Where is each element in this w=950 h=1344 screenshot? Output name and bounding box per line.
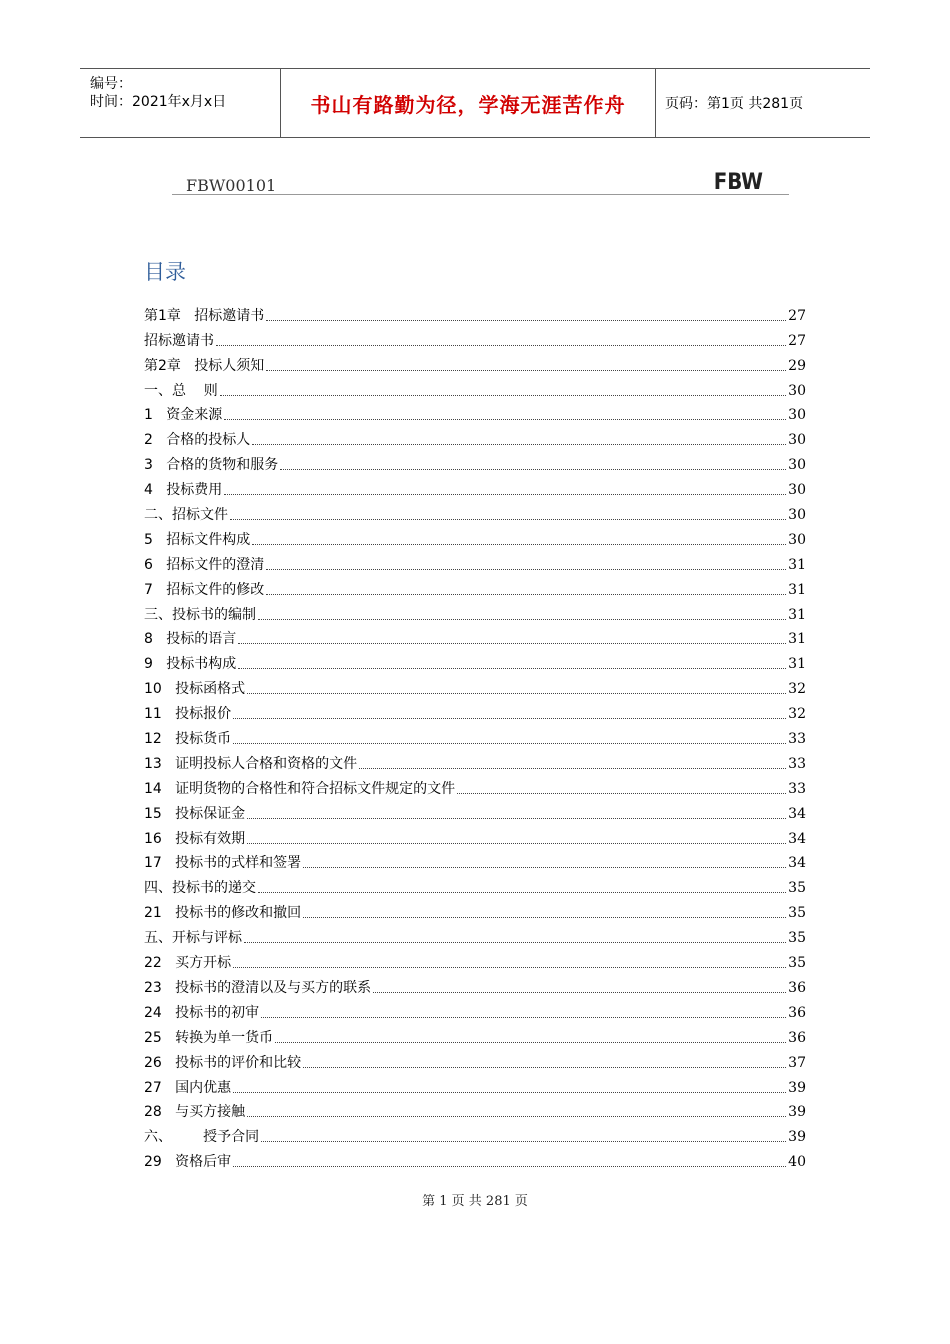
- toc-entry-page: 39: [788, 1104, 806, 1121]
- toc-entry-page: 30: [788, 457, 806, 474]
- toc-entry-label: 1 资金来源: [144, 407, 223, 424]
- toc-entry[interactable]: [144, 1097, 806, 1122]
- toc-entry[interactable]: [144, 773, 806, 798]
- toc-entry-label: 12 投标货币: [144, 731, 232, 748]
- toc-entry-label: 3 合格的货物和服务: [144, 457, 279, 474]
- toc-dot-leader: [303, 916, 786, 918]
- toc-entry-page: 30: [788, 482, 806, 499]
- toc-entry-page: 37: [788, 1054, 806, 1071]
- toc-dot-leader: [252, 443, 786, 445]
- toc-entry-label: 9 投标书构成: [144, 656, 237, 673]
- page-footer: 第 1 页 共 281 页: [422, 1194, 528, 1209]
- toc-entry-page: 30: [788, 432, 806, 449]
- toc-entry-page: 30: [788, 531, 806, 548]
- toc-dot-leader: [266, 369, 786, 371]
- toc-entry-page: 36: [788, 1029, 806, 1046]
- toc-dot-leader: [261, 1140, 786, 1142]
- toc-entry-page: 34: [788, 805, 806, 822]
- toc-dot-leader: [258, 891, 786, 893]
- document-code-label: 编号：: [90, 76, 132, 92]
- toc-entry-label: 27 国内优惠: [144, 1079, 232, 1096]
- toc-entry[interactable]: [144, 823, 806, 848]
- toc-dot-leader: [247, 817, 786, 819]
- toc-dot-leader: [233, 742, 786, 744]
- toc-dot-leader: [247, 842, 786, 844]
- toc-dot-leader: [280, 468, 786, 470]
- toc-dot-leader: [216, 344, 786, 346]
- header-page-code: 页码：第1页 共281页: [665, 96, 804, 112]
- toc-dot-leader: [233, 717, 786, 719]
- toc-entry-label: 10 投标函格式: [144, 681, 246, 698]
- toc-dot-leader: [247, 692, 786, 694]
- toc-dot-leader: [244, 941, 786, 943]
- toc-entry-label: 招标邀请书: [144, 332, 214, 349]
- toc-entry-label: 三、投标书的编制: [144, 606, 256, 623]
- toc-entry-page: 33: [788, 755, 806, 772]
- toc-entry-page: 31: [788, 631, 806, 648]
- toc-entry-label: 8 投标的语言: [144, 631, 237, 648]
- toc-entry-label: 29 资格后审: [144, 1154, 232, 1171]
- toc-entry[interactable]: [144, 848, 806, 873]
- toc-entry-page: 30: [788, 407, 806, 424]
- header-right-cell: [655, 69, 870, 137]
- toc-entry[interactable]: [144, 723, 806, 748]
- toc-entry-label: 11 投标报价: [144, 706, 232, 723]
- toc-entry[interactable]: [144, 549, 806, 574]
- toc-entry-page: 32: [788, 681, 806, 698]
- toc-entry-label: 28 与买方接触: [144, 1104, 246, 1121]
- toc-entry[interactable]: [144, 1072, 806, 1097]
- toc-dot-leader: [303, 866, 786, 868]
- toc-dot-leader: [220, 394, 786, 396]
- toc-entry[interactable]: [144, 325, 806, 350]
- toc-entry-page: 34: [788, 855, 806, 872]
- toc-entry-page: 31: [788, 656, 806, 673]
- toc-entry[interactable]: [144, 400, 806, 425]
- toc-entry-label: 一、总 则: [144, 382, 218, 399]
- toc-entry-page: 29: [788, 357, 806, 374]
- toc-entry[interactable]: [144, 947, 806, 972]
- toc-dot-leader: [275, 1041, 786, 1043]
- toc-entry-label: 22 买方开标: [144, 955, 232, 972]
- toc-entry[interactable]: [144, 997, 806, 1022]
- document-code: FBW00101: [186, 176, 277, 195]
- toc-entry-page: 31: [788, 581, 806, 598]
- toc-entry[interactable]: [144, 1146, 806, 1171]
- toc-entry-page: 35: [788, 930, 806, 947]
- toc-entry[interactable]: [144, 424, 806, 449]
- toc-entry-label: 21 投标书的修改和撤回: [144, 905, 302, 922]
- toc-dot-leader: [258, 618, 786, 620]
- document-tag: FBW: [713, 170, 763, 195]
- toc-entry-label: 六、 授予合同: [144, 1129, 260, 1146]
- toc-entry-page: 30: [788, 507, 806, 524]
- toc-title: 目录: [144, 260, 186, 284]
- toc-entry-label: 16 投标有效期: [144, 830, 246, 847]
- page-header: [80, 68, 870, 138]
- toc-entry-page: 33: [788, 731, 806, 748]
- toc-entry-label: 二、招标文件: [144, 507, 228, 524]
- toc-entry[interactable]: [144, 574, 806, 599]
- toc-entry[interactable]: [144, 375, 806, 400]
- toc-dot-leader: [457, 792, 786, 794]
- toc-dot-leader: [247, 1115, 786, 1117]
- toc-dot-leader: [233, 1091, 786, 1093]
- document-date: 时间：2021年x月x日: [90, 94, 227, 110]
- toc-dot-leader: [261, 1016, 786, 1018]
- toc-entry[interactable]: [144, 872, 806, 897]
- toc-list: [144, 300, 806, 1171]
- toc-entry[interactable]: [144, 499, 806, 524]
- toc-entry[interactable]: [144, 1022, 806, 1047]
- header-motto: 书山有路勤为径，学海无涯苦作舟: [310, 92, 626, 117]
- toc-entry-label: 24 投标书的初审: [144, 1004, 260, 1021]
- toc-entry-label: 23 投标书的澄清以及与买方的联系: [144, 979, 372, 996]
- toc-entry[interactable]: [144, 300, 806, 325]
- toc-entry-label: 7 招标文件的修改: [144, 581, 265, 598]
- toc-dot-leader: [266, 593, 786, 595]
- toc-entry-page: 31: [788, 606, 806, 623]
- toc-entry[interactable]: [144, 624, 806, 649]
- toc-dot-leader: [238, 667, 786, 669]
- toc-entry-page: 35: [788, 880, 806, 897]
- toc-dot-leader: [230, 518, 786, 520]
- toc-entry-page: 36: [788, 1004, 806, 1021]
- toc-entry[interactable]: [144, 673, 806, 698]
- toc-entry-page: 30: [788, 382, 806, 399]
- toc-entry-label: 五、开标与评标: [144, 930, 242, 947]
- toc-entry-label: 26 投标书的评价和比较: [144, 1054, 302, 1071]
- toc-dot-leader: [359, 767, 786, 769]
- toc-entry[interactable]: [144, 922, 806, 947]
- toc-dot-leader: [224, 418, 786, 420]
- header-middle-cell: [280, 69, 656, 137]
- toc-dot-leader: [224, 493, 786, 495]
- toc-entry-page: 27: [788, 307, 806, 324]
- toc-entry[interactable]: [144, 798, 806, 823]
- toc-entry-page: 39: [788, 1129, 806, 1146]
- toc-entry[interactable]: [144, 1047, 806, 1072]
- toc-entry[interactable]: [144, 748, 806, 773]
- toc-entry[interactable]: [144, 972, 806, 997]
- toc-entry-page: 34: [788, 830, 806, 847]
- toc-dot-leader: [303, 1066, 786, 1068]
- toc-entry-page: 40: [788, 1154, 806, 1171]
- toc-entry[interactable]: [144, 1121, 806, 1146]
- toc-entry[interactable]: [144, 599, 806, 624]
- toc-entry-page: 35: [788, 905, 806, 922]
- toc-dot-leader: [238, 642, 786, 644]
- toc-entry-label: 14 证明货物的合格性和符合招标文件规定的文件: [144, 780, 456, 797]
- toc-entry-page: 35: [788, 955, 806, 972]
- toc-entry[interactable]: [144, 524, 806, 549]
- toc-entry-page: 32: [788, 706, 806, 723]
- toc-entry-page: 36: [788, 979, 806, 996]
- toc-entry-page: 27: [788, 332, 806, 349]
- toc-entry-label: 6 招标文件的澄清: [144, 556, 265, 573]
- toc-dot-leader: [252, 543, 786, 545]
- toc-dot-leader: [266, 319, 786, 321]
- toc-entry-label: 25 转换为单一货币: [144, 1029, 274, 1046]
- toc-entry-page: 33: [788, 780, 806, 797]
- toc-entry-label: 5 招标文件构成: [144, 531, 251, 548]
- toc-entry-page: 31: [788, 556, 806, 573]
- header-left-cell: [80, 69, 280, 137]
- toc-dot-leader: [233, 966, 786, 968]
- toc-entry-label: 2 合格的投标人: [144, 432, 251, 449]
- toc-entry[interactable]: [144, 350, 806, 375]
- document-code-row: [172, 172, 789, 195]
- toc-entry-label: 4 投标费用: [144, 482, 223, 499]
- toc-entry[interactable]: [144, 698, 806, 723]
- toc-entry-label: 四、投标书的递交: [144, 880, 256, 897]
- toc-entry-label: 第1章 招标邀请书: [144, 307, 265, 324]
- toc-entry-label: 第2章 投标人须知: [144, 357, 265, 374]
- toc-entry[interactable]: [144, 474, 806, 499]
- toc-entry[interactable]: [144, 648, 806, 673]
- toc-dot-leader: [373, 991, 786, 993]
- toc-entry[interactable]: [144, 449, 806, 474]
- toc-entry-label: 17 投标书的式样和签署: [144, 855, 302, 872]
- toc-entry-label: 15 投标保证金: [144, 805, 246, 822]
- toc-dot-leader: [266, 568, 786, 570]
- toc-entry-label: 13 证明投标人合格和资格的文件: [144, 755, 358, 772]
- toc-dot-leader: [233, 1165, 786, 1167]
- toc-entry[interactable]: [144, 897, 806, 922]
- toc-entry-page: 39: [788, 1079, 806, 1096]
